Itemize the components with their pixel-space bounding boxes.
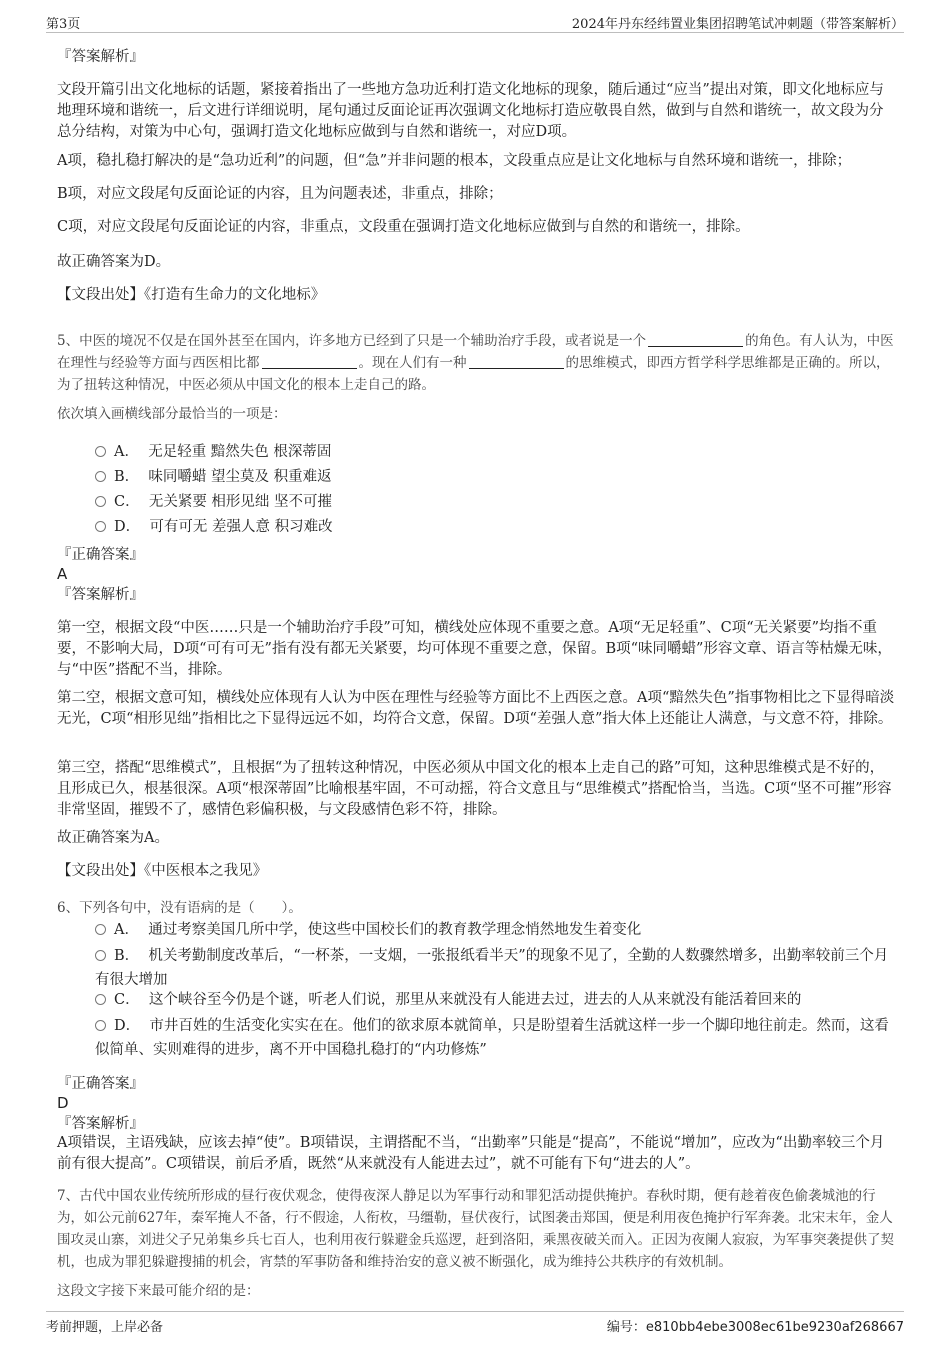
passage-source: 【文段出处】《打造有生命力的文化地标》 [57,287,326,303]
fill-blank-2 [262,356,357,369]
question-prompt: 依次填入画横线部分最恰当的一项是： [57,406,287,422]
footer-slogan: 考前押题，上岸必备 [46,1320,164,1335]
option-a[interactable]: A． 通过考察美国几所中学，使这些中国校长们的教育教学理念悄然地发生着变化 [95,918,895,942]
analysis-heading: 『答案解析』 [57,49,144,65]
analysis-heading: 『答案解析』 [57,587,144,603]
question-stem: 5、中医的境况不仅是在国外甚至在国内，许多地方已经到了只是一个辅助治疗手段，或者说是一个 的角色。有人认为，中医在理性与经验等方面与西医相比都 。现在人们有一种 的思维模式，即西方哲学科学思维都是正确的。所以，为了扭转这种情况，中医必须从中国文化的根本上走自己的路。 [57,333,894,393]
option-a[interactable]: A． 无足轻重 黯然失色 根深蒂固 [95,440,331,464]
option-b[interactable]: B． 味同嚼蜡 望尘莫及 积重难返 [95,465,332,489]
radio-icon[interactable] [95,471,106,482]
analysis-paragraph: C项，对应文段尾句反面论证的内容，非重点，文段重在强调打造文化地标应做到与自然的和谐统一，排除。 [57,219,750,235]
answer-conclusion: 故正确答案为D。 [57,254,171,270]
document-code: 编号：e810bb4ebe3008ec61be9230af268667 [606,1320,904,1335]
option-c[interactable]: C． 无关紧要 相形见绌 坚不可摧 [95,490,332,514]
question-stem: 6、下列各句中，没有语病的是（ ）。 [57,900,302,916]
fill-blank-3 [469,356,564,369]
radio-icon[interactable] [95,924,106,935]
option-c[interactable]: C． 这个峡谷至今仍是个谜，听老人们说，那里从来就没有人能进去过，进去的人从来就没有能活着回来的 [95,988,895,1012]
correct-answer-heading: 『正确答案』 [57,1076,144,1092]
analysis-paragraph: B项，对应文段尾句反面论证的内容，且为问题表述，非重点，排除； [57,186,503,202]
document-title: 2024年丹东经纬置业集团招聘笔试冲刺题（带答案解析） [571,17,904,32]
option-b[interactable]: B． 机关考勤制度改革后，“一杯茶，一支烟，一张报纸看半天”的现象不见了，全勤的人数骤然增多，出勤率较前三个月有很大增加 [95,948,889,988]
question-prompt: 这段文字接下来最可能介绍的是： [57,1283,260,1299]
passage-source: 【文段出处】《中医根本之我见》 [57,863,268,879]
question-stem: 7、古代中国农业传统所形成的昼行夜伏观念，使得夜深人静足以为军事行动和罪犯活动提供掩护。春秋时期，便有趁着夜色偷袭城池的行为，如公元前627年，秦军掩人不备，行不假途，人衔枚，马缰勒，昼伏夜行，试图袭击郑国，便是利用夜色掩护行军奔袭。北宋末年，金人围攻灵山寨，刘进父子兄弟集乡兵七百人，也利用夜行躲避金兵巡逻，赶到洛阳，乘黑夜破关而入。正因为夜阑人寂寂，为军事突袭提供了契机，也成为罪犯躲避搜捕的机会，宵禁的军事防备和维持治安的意义被不断强化，成为维持公共秩序的有效机制。 [57,1188,894,1270]
analysis-heading: 『答案解析』 [57,1116,144,1132]
analysis-paragraph: 第三空，搭配“思维模式”，且根据“为了扭转这种情况，中医必须从中国文化的根本上走自己的路”可知，这种思维模式是不好的，且形成已久，根基很深。A项“根深蒂固”比喻根基牢固，不可动摇，符合文意且与“思维模式”搭配恰当，当选。C项“坚不可摧”形容非常坚固，摧毁不了，感情色彩偏积极，与文段感情色彩不符，排除。 [57,760,892,818]
page-header [46,10,904,33]
radio-icon[interactable] [95,446,106,457]
analysis-paragraph: A项错误，主语残缺，应该去掉“使”。B项错误，主谓搭配不当，“出勤率”只能是“提高”，不能说“增加”，应改为“出勤率较三个月前有很大提高”。C项错误，前后矛盾，既然“从来就没有人能进去过”，就不可能有下句“进去的人”。 [57,1135,885,1172]
analysis-paragraph: 文段开篇引出文化地标的话题，紧接着指出了一些地方急功近利打造文化地标的现象，随后通过“应当”提出对策，即文化地标应与地理环境和谐统一，后文进行详细说明，尾句通过反面论证再次强调文化地标打造应敬畏自然，做到与自然和谐统一，故文段为分总分结构，对策为中心句，强调打造文化地标应做到与自然和谐统一，对应D项。 [57,82,884,140]
correct-answer-heading: 『正确答案』 [57,547,144,563]
radio-icon[interactable] [95,994,106,1005]
option-d[interactable]: D． 市井百姓的生活变化实实在在。他们的欲求原本就简单，只是盼望着生活就这样一步一个脚印地往前走。然而，这看似简单、实则难得的进步，离不开中国稳扎稳打的“内功修炼” [95,1018,889,1058]
analysis-paragraph: 第一空，根据文段“中医……只是一个辅助治疗手段”可知，横线处应体现不重要之意。A项“无足轻重”、C项“无关紧要”均指不重要，不影响大局，D项“可有可无”指有没有都无关紧要，均可体现不重要之意，保留。B项“味同嚼蜡”形容文章、语言等枯燥无味，与“中医”搭配不当，排除。 [57,620,892,678]
radio-icon[interactable] [95,496,106,507]
analysis-paragraph: A项，稳扎稳打解决的是“急功近利”的问题，但“急”并非问题的根本，文段重点应是让文化地标与自然环境和谐统一，排除； [57,153,852,169]
correct-answer: D [57,1094,69,1112]
fill-blank-1 [648,334,743,347]
page-number: 第3页 [46,17,81,32]
option-d[interactable]: D． 可有可无 差强人意 积习难改 [95,515,333,539]
radio-icon[interactable] [95,1020,106,1031]
radio-icon[interactable] [95,950,106,961]
radio-icon[interactable] [95,521,106,532]
analysis-paragraph: 第二空，根据文意可知，横线处应体现有人认为中医在理性与经验等方面比不上西医之意。A项“黯然失色”指事物相比之下显得暗淡无光，C项“相形见绌”指相比之下显得远远不如，均符合文意，保留。D项“差强人意”指大体上还能让人满意，与文意不符，排除。 [57,690,895,727]
answer-conclusion: 故正确答案为A。 [57,830,169,846]
page-footer [46,1311,904,1338]
correct-answer: A [57,565,68,583]
